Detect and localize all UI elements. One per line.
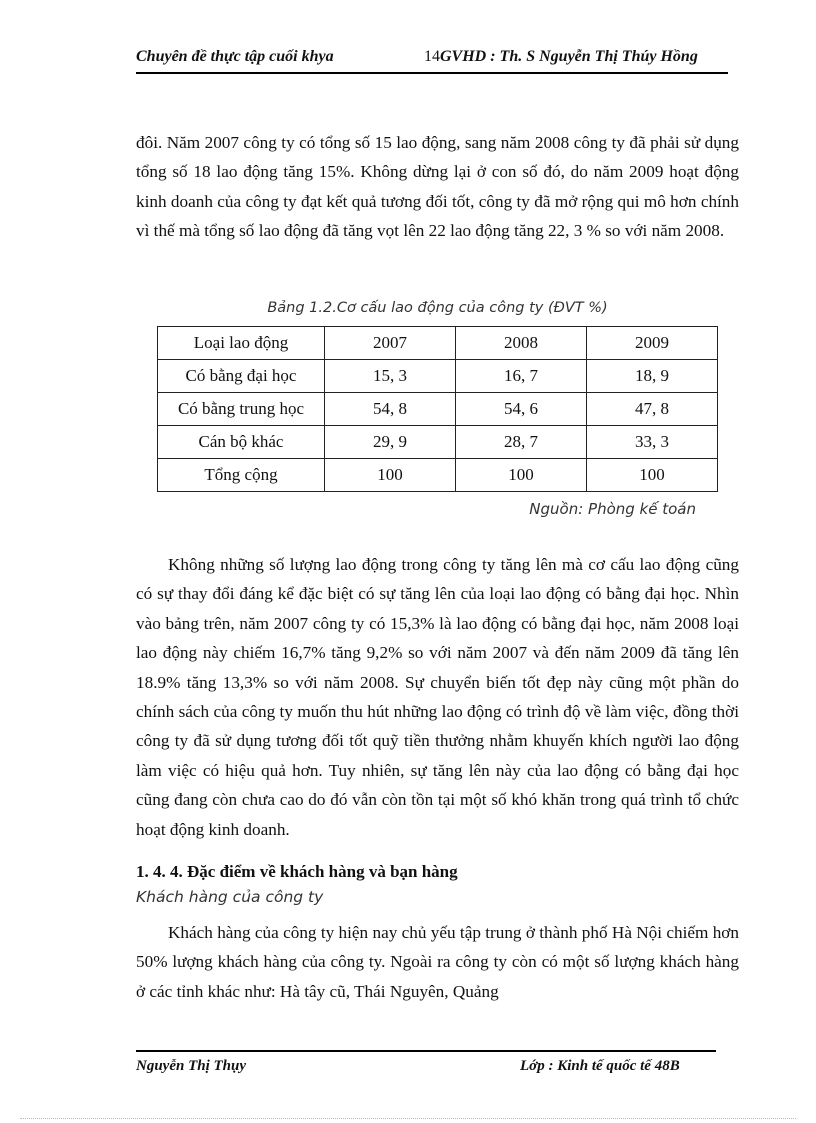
table-header-row: [158, 327, 718, 360]
table-cell: 18, 9: [587, 360, 718, 393]
table-cell: 100: [587, 459, 718, 492]
table-cell: 100: [456, 459, 587, 492]
table-caption: Bảng 1.2.Cơ cấu lao động của công ty (ĐVT %): [267, 300, 608, 316]
table-row: [158, 426, 718, 459]
paragraph-3: Khách hàng của công ty hiện nay chủ yếu tập trung ở thành phố Hà Nội chiếm hơn 50% lượng khách hàng của công ty. Ngoài ra công ty còn có một số lượng khách hàng ở các tỉnh khác như: Hà tây cũ, Thái Nguyên, Quảng: [136, 923, 739, 1001]
table-cell: 54, 8: [325, 393, 456, 426]
header-advisor: [424, 48, 698, 66]
header-title: Chuyên đề thực tập cuối khya: [136, 48, 334, 65]
table-cell: 28, 7: [456, 426, 587, 459]
table-row: [158, 459, 718, 492]
header-advisor-text: GVHD : Th. S Nguyễn Thị Thúy Hồng: [440, 48, 698, 65]
paragraph-1: đôi. Năm 2007 công ty có tổng số 15 lao động, sang năm 2008 công ty đã phải sử dụng tổng số 18 lao động tăng 15%. Không dừng lại ở con số đó, do năm 2009 hoạt động kinh doanh của công ty đạt kết quả tương đối tốt, công ty đã mở rộng qui mô hơn chính vì thế mà tổng số lao động đã tăng vọt lên 22 lao động tăng 22, 3 % so với năm 2008.: [136, 133, 739, 241]
table-cell: Tổng cộng: [158, 459, 325, 492]
table-row: [158, 393, 718, 426]
table-cell: 47, 8: [587, 393, 718, 426]
table-cell: 54, 6: [456, 393, 587, 426]
header-cell-2009: 2009: [587, 327, 718, 360]
labor-structure-table: [157, 326, 718, 492]
table-row: [158, 360, 718, 393]
subheading: Khách hàng của công ty: [136, 888, 324, 906]
table-cell: 16, 7: [456, 360, 587, 393]
page-header: [136, 48, 728, 74]
table-cell: Có bằng đại học: [158, 360, 325, 393]
table-cell: 15, 3: [325, 360, 456, 393]
table-source: Nguồn: Phòng kế toán: [529, 500, 696, 518]
table-cell: Cán bộ khác: [158, 426, 325, 459]
header-cell-2008: 2008: [456, 327, 587, 360]
header-cell-type: Loại lao động: [158, 327, 325, 360]
table-cell: 29, 9: [325, 426, 456, 459]
header-cell-2007: 2007: [325, 327, 456, 360]
page-edge-divider: [20, 1118, 796, 1119]
footer-author: Nguyễn Thị Thụy: [136, 1058, 247, 1074]
table-cell: Có bằng trung học: [158, 393, 325, 426]
section-heading: 1. 4. 4. Đặc điểm về khách hàng và bạn hàng: [136, 862, 458, 881]
paragraph-2: Không những số lượng lao động trong công ty tăng lên mà cơ cấu lao động cũng có sự thay đổi đáng kể đặc biệt có sự tăng lên của loại lao động có bằng đại học. Nhìn vào bảng trên, năm 2007 công ty có 15,3% là lao động có bằng đại học, năm 2008 loại lao động này chiếm 16,7% tăng 9,2% so với năm 2007 và đến năm 2009 đã tăng lên 18.9% tăng 13,3% so với năm 2008. Sự chuyển biến tốt đẹp này cũng một phần do chính sách của công ty muốn thu hút những lao động có trình độ về làm việc, đồng thời công ty đã sử dụng tương đối tốt quỹ tiền thưởng nhằm khuyến khích người lao động làm việc có hiệu quả hơn. Tuy nhiên, sự tăng lên này của lao động có bằng đại học cũng đang còn chưa cao do đó vẫn còn tồn tại một số khó khăn trong quá trình tổ chức hoạt động kinh doanh.: [136, 555, 739, 839]
footer-class: Lớp : Kinh tế quốc tế 48B: [520, 1058, 680, 1074]
table-cell: 33, 3: [587, 426, 718, 459]
page-footer: [136, 1050, 716, 1074]
page-number: 14: [424, 48, 440, 65]
table-cell: 100: [325, 459, 456, 492]
